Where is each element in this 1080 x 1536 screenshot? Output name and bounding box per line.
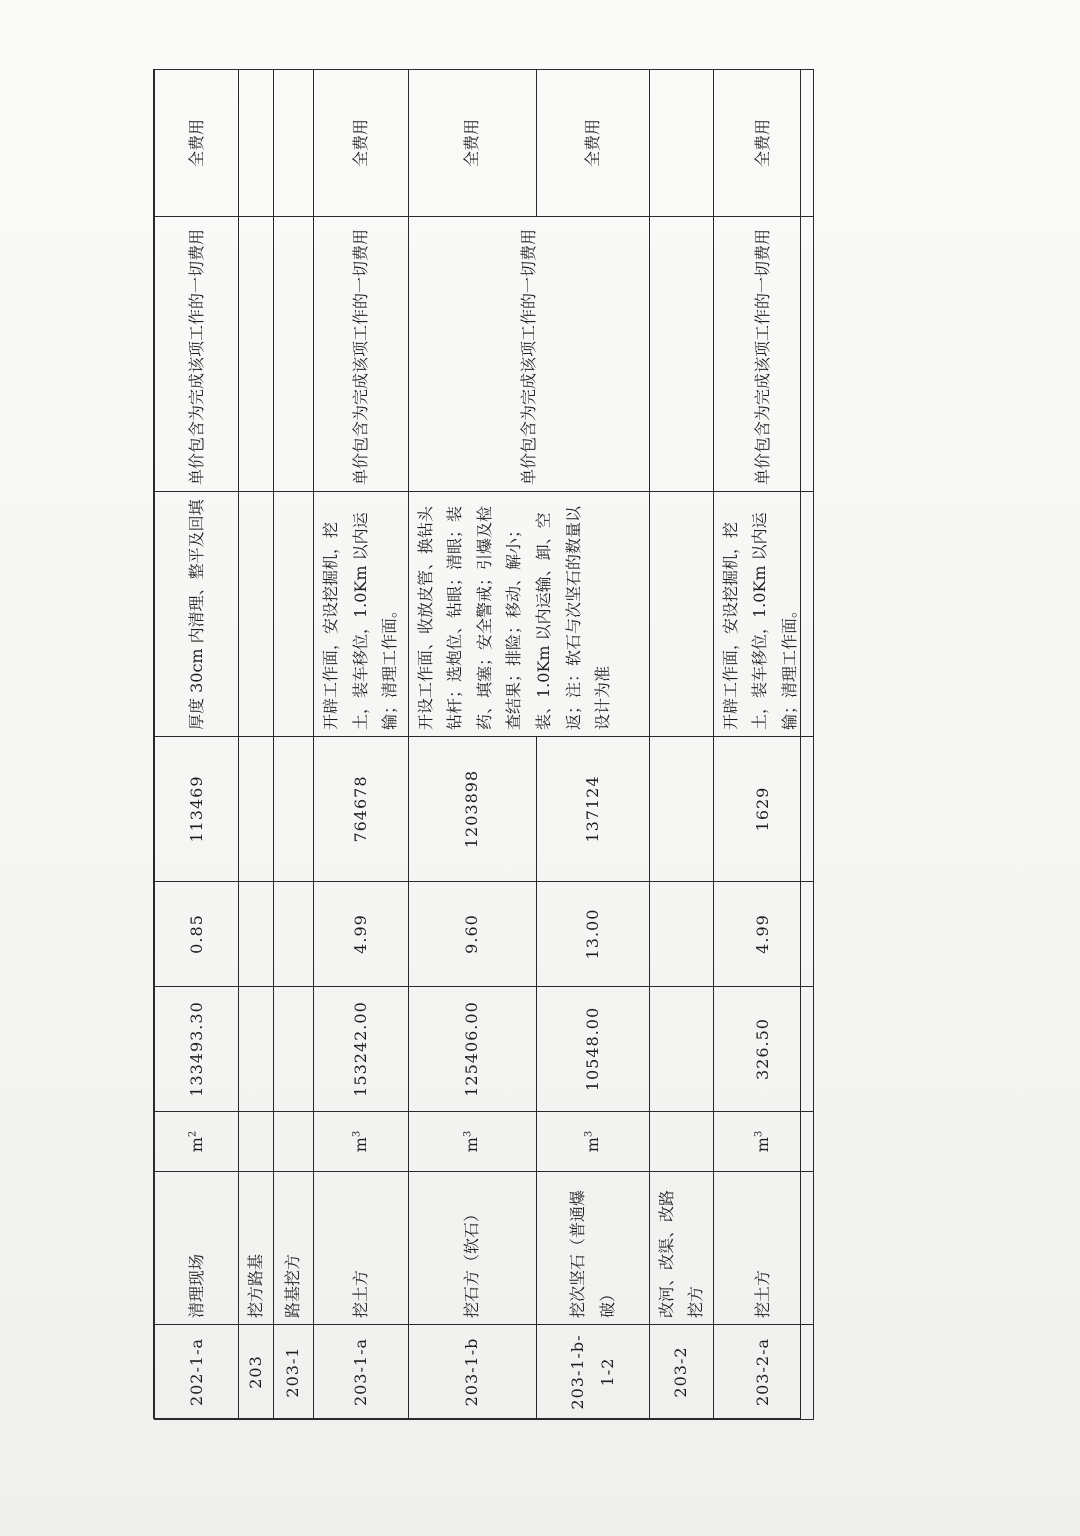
work-content-merged [408,492,649,737]
unit-price: 0.85 [155,882,239,987]
table-row [649,70,713,1420]
rotated-table-frame [153,69,801,1419]
pricing-note: 单价包含为完成该项工作的一切费用 [313,217,408,492]
unit: $m^3$ [313,1112,408,1172]
item-code: 203-2 [649,1325,713,1420]
item-name: 挖石方（软石） [408,1172,536,1325]
item-code: 203-1-a [313,1325,408,1420]
rotated-content [154,70,802,1420]
fee-type: 全费用 [408,70,536,217]
table-row [155,70,239,1420]
table-row [313,70,408,1420]
work-content: 厚度 30cm 内清理、整平及回填 [155,492,239,737]
unit: $m^3$ [713,1112,813,1172]
table-row [273,70,313,1420]
unit-price: 4.99 [713,882,813,987]
item-name: 挖方路基 [239,1172,274,1325]
total-amount: 1629 [713,737,813,882]
unit: $m^3$ [536,1112,649,1172]
pricing-note: 单价包含为完成该项工作的一切费用 [408,217,649,492]
item-name: 挖土方 [713,1172,813,1325]
work-content: 开设工作面、收放皮管、换钻头钻杆；选炮位、钻眼；清眼；装药、填塞；安全警戒；引爆及检查结果；排险；移动、解小；装、1.0Km 以内运输、卸、空返； [415,505,583,730]
item-name: 挖土方 [313,1172,408,1325]
table-row [239,70,274,1420]
fee-type: 全费用 [713,70,813,217]
total-amount: 764678 [313,737,408,882]
fee-type: 全费用 [313,70,408,217]
table-row [408,70,536,1420]
item-code: 203-1 [273,1325,313,1420]
unit: $m^2$ [155,1112,239,1172]
total-amount: 113469 [155,737,239,882]
quantity: 125406.00 [408,987,536,1112]
table-row [713,70,813,1420]
item-name: 改河、改渠、改路挖方 [649,1172,713,1325]
quantity: 326.50 [713,987,813,1112]
quantity: 133493.30 [155,987,239,1112]
unit: $m^3$ [408,1112,536,1172]
quantity: 153242.00 [313,987,408,1112]
work-content: 开辟工作面，安设挖掘机，挖土，装车移位，1.0Km 以内运输；清理工作面。 [713,492,813,737]
quantity: 10548.00 [536,987,649,1112]
item-name: 清理现场 [155,1172,239,1325]
fee-type: 全费用 [155,70,239,217]
work-content-note: 注：软石与次坚石的数量以设计为准 [563,505,613,730]
item-code: 202-1-a [155,1325,239,1420]
total-amount: 137124 [536,737,649,882]
work-content: 开辟工作面，安设挖掘机，挖土，装车移位，1.0Km 以内运输；清理工作面。 [313,492,408,737]
total-amount: 1203898 [408,737,536,882]
item-code: 203-1-b [408,1325,536,1420]
item-name: 路基挖方 [273,1172,313,1325]
item-name: 挖次坚石（普通爆破） [536,1172,649,1325]
item-code: 203 [239,1325,274,1420]
item-code: 203-2-a [713,1325,813,1420]
unit-price: 13.00 [536,882,649,987]
item-code: 203-1-b-1-2 [536,1325,649,1420]
fee-type: 全费用 [536,70,649,217]
pricing-note: 单价包含为完成该项工作的一切费用 [713,217,813,492]
pricing-note: 单价包含为完成该项工作的一切费用 [155,217,239,492]
unit-price: 4.99 [313,882,408,987]
unit-price: 9.60 [408,882,536,987]
bill-of-quantities-table [154,69,814,1420]
